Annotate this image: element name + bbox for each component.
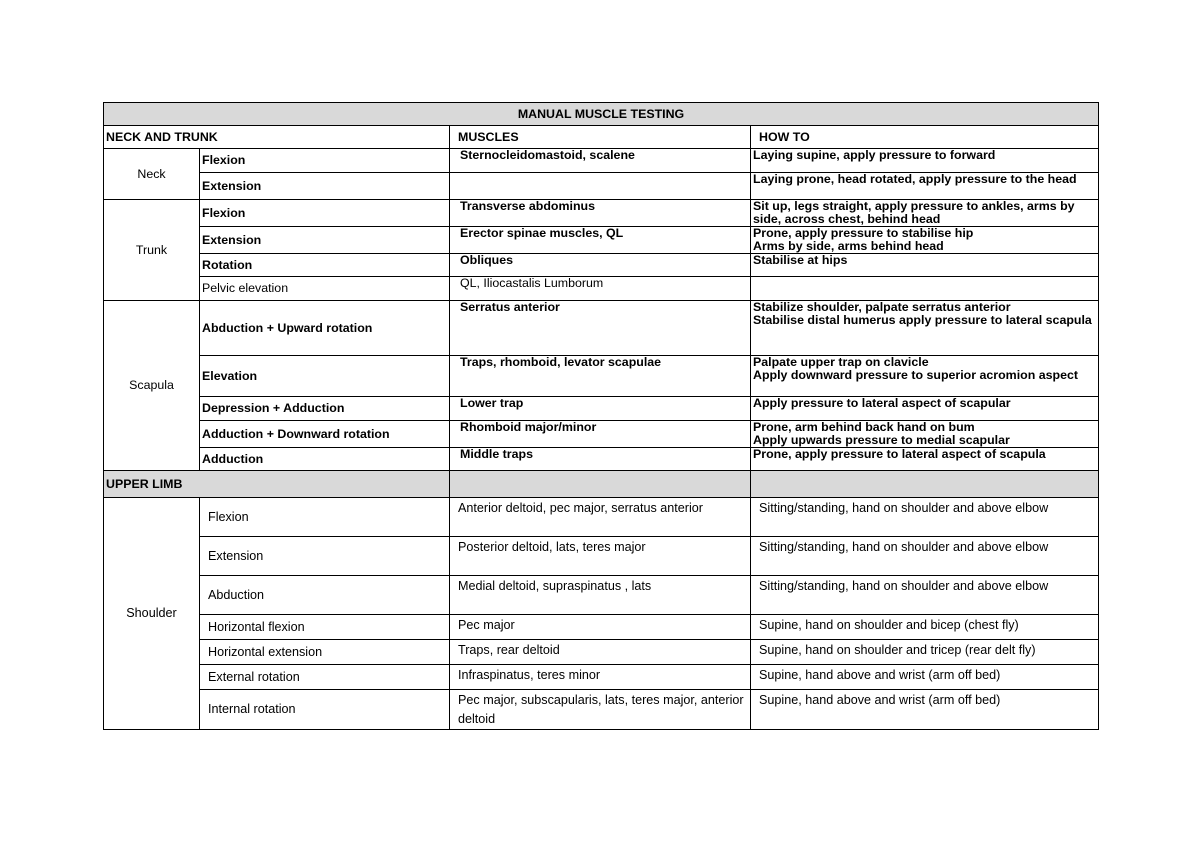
- howto-line: Apply upwards pressure to medial scapular: [753, 432, 1010, 447]
- muscles-cell: QL, Iliocastalis Lumborum: [450, 277, 751, 301]
- movement-cell: Abduction: [200, 576, 450, 615]
- muscles-cell: Erector spinae muscles, QL: [450, 227, 751, 254]
- muscles-cell: Anterior deltoid, pec major, serratus anterior: [450, 498, 751, 537]
- howto-cell: Apply pressure to lateral aspect of scapular: [751, 397, 1099, 421]
- howto-line: Stabilise distal humerus apply pressure to lateral scapula: [753, 312, 1092, 327]
- empty-header-cell: [751, 471, 1099, 498]
- muscles-cell: [450, 173, 751, 200]
- group-label-trunk: Trunk: [104, 200, 200, 301]
- howto-cell: Sitting/standing, hand on shoulder and above elbow: [751, 537, 1099, 576]
- howto-line: Prone, apply pressure to stabilise hip: [753, 226, 974, 240]
- muscles-cell: Rhomboid major/minor: [450, 421, 751, 448]
- howto-cell: Sitting/standing, hand on shoulder and above elbow: [751, 576, 1099, 615]
- movement-cell: Adduction: [200, 448, 450, 471]
- movement-cell: Adduction + Downward rotation: [200, 421, 450, 448]
- howto-cell: [751, 421, 1099, 448]
- howto-cell: Prone, apply pressure to lateral aspect of scapula: [751, 448, 1099, 471]
- muscles-cell: Posterior deltoid, lats, teres major: [450, 537, 751, 576]
- muscles-cell: Serratus anterior: [450, 301, 751, 356]
- howto-cell: [751, 301, 1099, 356]
- muscles-cell: Transverse abdominus: [450, 200, 751, 227]
- movement-cell: Rotation: [200, 254, 450, 277]
- movement-cell: Horizontal flexion: [200, 615, 450, 640]
- muscles-cell: Obliques: [450, 254, 751, 277]
- movement-cell: Flexion: [200, 498, 450, 537]
- howto-line: Apply downward pressure to superior acromion aspect: [753, 367, 1078, 382]
- empty-header-cell: [450, 471, 751, 498]
- movement-cell: Abduction + Upward rotation: [200, 301, 450, 356]
- howto-cell: Supine, hand on shoulder and bicep (chest fly): [751, 615, 1099, 640]
- movement-cell: Depression + Adduction: [200, 397, 450, 421]
- howto-cell: Sitting/standing, hand on shoulder and above elbow: [751, 498, 1099, 537]
- howto-cell: Supine, hand above and wrist (arm off bed): [751, 690, 1099, 730]
- movement-cell: Extension: [200, 537, 450, 576]
- howto-line: Prone, arm behind back hand on bum: [753, 420, 975, 434]
- movement-cell: Flexion: [200, 200, 450, 227]
- howto-line: Stabilize shoulder, palpate serratus anterior: [753, 300, 1011, 314]
- howto-cell: Supine, hand on shoulder and tricep (rear delt fly): [751, 640, 1099, 665]
- muscles-cell: Lower trap: [450, 397, 751, 421]
- column-header-muscles: MUSCLES: [450, 126, 751, 149]
- howto-cell: Laying prone, head rotated, apply pressure to the head: [751, 173, 1099, 200]
- muscles-cell: Traps, rear deltoid: [450, 640, 751, 665]
- movement-cell: Flexion: [200, 149, 450, 173]
- manual-muscle-testing-table: [103, 102, 1099, 730]
- movement-cell: Extension: [200, 227, 450, 254]
- muscle-testing-document: [103, 102, 1098, 730]
- column-header-howto: HOW TO: [751, 126, 1099, 149]
- muscles-cell: Pec major, subscapularis, lats, teres major, anterior deltoid: [450, 690, 751, 730]
- movement-cell: Pelvic elevation: [200, 277, 450, 301]
- howto-cell: Stabilise at hips: [751, 254, 1099, 277]
- movement-cell: External rotation: [200, 665, 450, 690]
- howto-cell: Laying supine, apply pressure to forward: [751, 149, 1099, 173]
- muscles-cell: Middle traps: [450, 448, 751, 471]
- table-title: MANUAL MUSCLE TESTING: [104, 103, 1099, 126]
- muscles-cell: Pec major: [450, 615, 751, 640]
- group-label-shoulder: Shoulder: [104, 498, 200, 730]
- movement-cell: Elevation: [200, 356, 450, 397]
- section-header-upper-limb: UPPER LIMB: [104, 471, 450, 498]
- howto-line: Palpate upper trap on clavicle: [753, 355, 929, 369]
- group-label-scapula: Scapula: [104, 301, 200, 471]
- muscles-cell: Traps, rhomboid, levator scapulae: [450, 356, 751, 397]
- section-header-neck-trunk: NECK AND TRUNK: [104, 126, 450, 149]
- movement-cell: Internal rotation: [200, 690, 450, 730]
- howto-line: Arms by side, arms behind head: [753, 238, 944, 253]
- muscles-cell: Medial deltoid, supraspinatus , lats: [450, 576, 751, 615]
- howto-cell: Sit up, legs straight, apply pressure to ankles, arms by side, across chest, behind head: [751, 200, 1099, 227]
- howto-cell: [751, 227, 1099, 254]
- group-label-neck: Neck: [104, 149, 200, 200]
- movement-cell: Extension: [200, 173, 450, 200]
- movement-cell: Horizontal extension: [200, 640, 450, 665]
- howto-cell: [751, 277, 1099, 301]
- muscles-cell: Sternocleidomastoid, scalene: [450, 149, 751, 173]
- muscles-cell: Infraspinatus, teres minor: [450, 665, 751, 690]
- howto-cell: [751, 356, 1099, 397]
- howto-cell: Supine, hand above and wrist (arm off bed): [751, 665, 1099, 690]
